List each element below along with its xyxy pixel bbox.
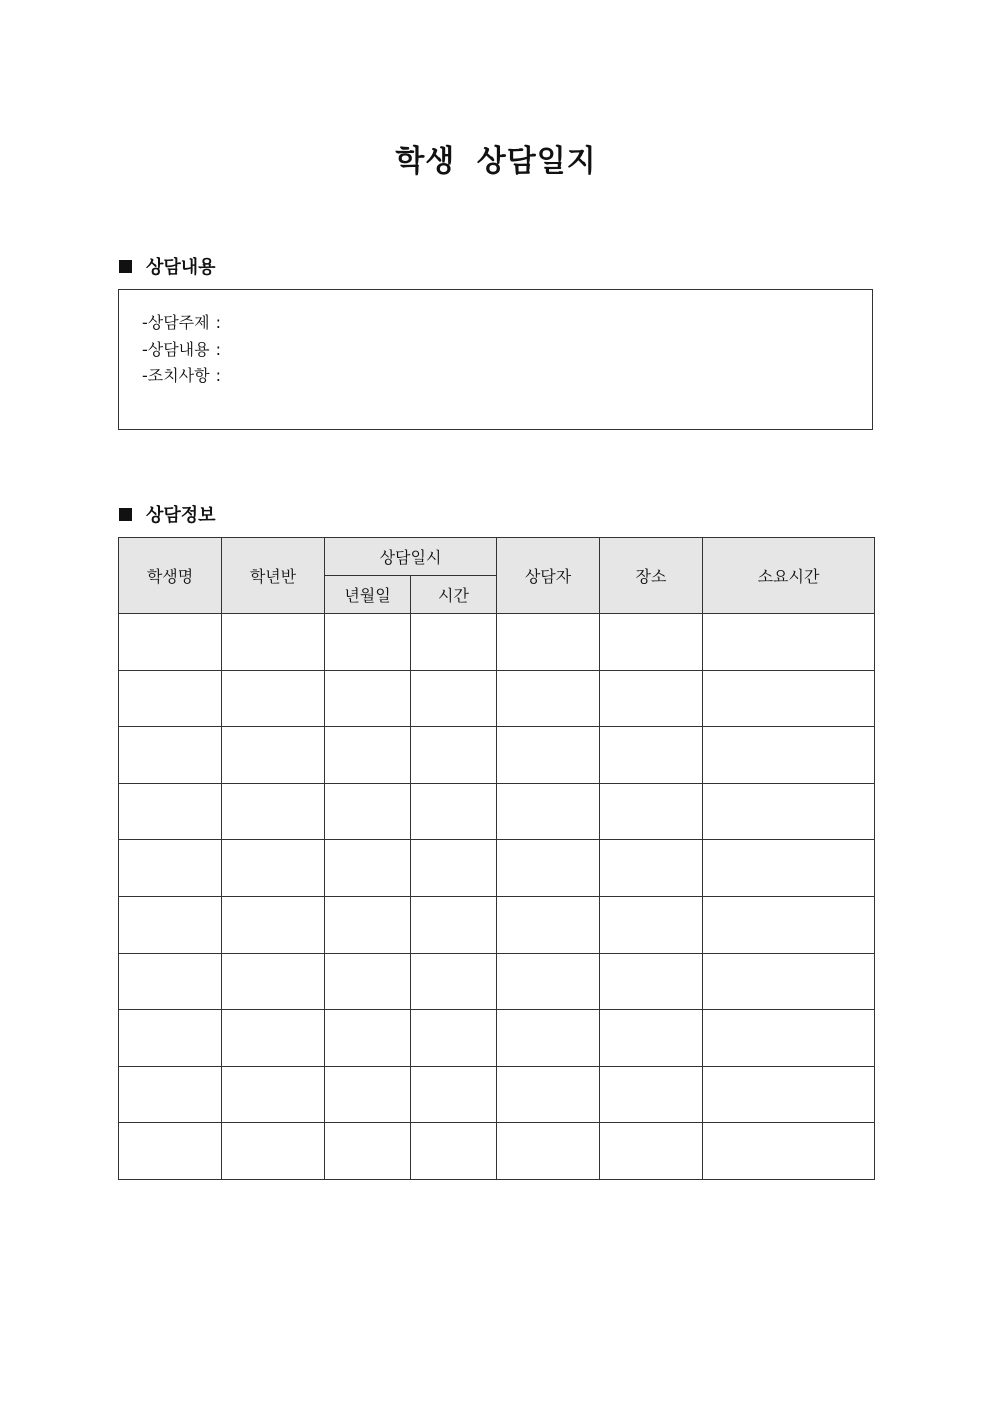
header-place: 장소 bbox=[600, 538, 703, 614]
cell-place[interactable] bbox=[600, 953, 703, 1010]
cell-time[interactable] bbox=[411, 1066, 497, 1123]
cell-duration[interactable] bbox=[703, 783, 875, 840]
header-date: 년월일 bbox=[325, 576, 411, 614]
cell-student-name[interactable] bbox=[119, 840, 222, 897]
header-student-name: 학생명 bbox=[119, 538, 222, 614]
cell-student-name[interactable] bbox=[119, 896, 222, 953]
cell-time[interactable] bbox=[411, 840, 497, 897]
section-heading-label: 상담정보 bbox=[146, 505, 216, 526]
cell-place[interactable] bbox=[600, 896, 703, 953]
cell-counselor[interactable] bbox=[497, 670, 600, 727]
cell-date[interactable] bbox=[325, 953, 411, 1010]
cell-time[interactable] bbox=[411, 1010, 497, 1067]
cell-counselor[interactable] bbox=[497, 1123, 600, 1180]
cell-student-name[interactable] bbox=[119, 614, 222, 671]
content-label: -조치사항 bbox=[142, 366, 210, 385]
cell-date[interactable] bbox=[325, 783, 411, 840]
cell-student-name[interactable] bbox=[119, 953, 222, 1010]
cell-counselor[interactable] bbox=[497, 614, 600, 671]
cell-grade-class[interactable] bbox=[222, 614, 325, 671]
cell-duration[interactable] bbox=[703, 727, 875, 784]
cell-date[interactable] bbox=[325, 1066, 411, 1123]
content-box bbox=[118, 289, 873, 430]
cell-time[interactable] bbox=[411, 1123, 497, 1180]
cell-date[interactable] bbox=[325, 1123, 411, 1180]
cell-student-name[interactable] bbox=[119, 783, 222, 840]
cell-grade-class[interactable] bbox=[222, 783, 325, 840]
cell-student-name[interactable] bbox=[119, 1010, 222, 1067]
cell-time[interactable] bbox=[411, 670, 497, 727]
cell-time[interactable] bbox=[411, 783, 497, 840]
cell-grade-class[interactable] bbox=[222, 727, 325, 784]
table-row bbox=[119, 953, 875, 1010]
content-label: -상담주제 bbox=[142, 313, 210, 332]
cell-grade-class[interactable] bbox=[222, 1010, 325, 1067]
cell-student-name[interactable] bbox=[119, 727, 222, 784]
table-row bbox=[119, 1123, 875, 1180]
cell-date[interactable] bbox=[325, 727, 411, 784]
cell-place[interactable] bbox=[600, 840, 703, 897]
cell-counselor[interactable] bbox=[497, 896, 600, 953]
cell-date[interactable] bbox=[325, 670, 411, 727]
header-counselor: 상담자 bbox=[497, 538, 600, 614]
cell-place[interactable] bbox=[600, 1066, 703, 1123]
cell-student-name[interactable] bbox=[119, 1066, 222, 1123]
cell-duration[interactable] bbox=[703, 840, 875, 897]
cell-grade-class[interactable] bbox=[222, 1066, 325, 1123]
cell-student-name[interactable] bbox=[119, 1123, 222, 1180]
content-colon: : bbox=[215, 313, 221, 332]
cell-counselor[interactable] bbox=[497, 1066, 600, 1123]
table-body bbox=[119, 614, 875, 1180]
cell-date[interactable] bbox=[325, 896, 411, 953]
cell-place[interactable] bbox=[600, 783, 703, 840]
content-line-details bbox=[142, 337, 872, 364]
cell-date[interactable] bbox=[325, 840, 411, 897]
cell-duration[interactable] bbox=[703, 1123, 875, 1180]
counseling-info-table bbox=[118, 537, 875, 1180]
content-colon: : bbox=[215, 339, 221, 359]
cell-counselor[interactable] bbox=[497, 1010, 600, 1067]
content-label: -상담내용 bbox=[142, 339, 210, 359]
table-row bbox=[119, 783, 875, 840]
content-colon: : bbox=[215, 366, 221, 385]
content-line-topic bbox=[142, 310, 872, 337]
header-grade-class: 학년반 bbox=[222, 538, 325, 614]
cell-duration[interactable] bbox=[703, 1010, 875, 1067]
table-row bbox=[119, 614, 875, 671]
cell-place[interactable] bbox=[600, 614, 703, 671]
cell-duration[interactable] bbox=[703, 896, 875, 953]
cell-grade-class[interactable] bbox=[222, 670, 325, 727]
cell-place[interactable] bbox=[600, 1123, 703, 1180]
cell-place[interactable] bbox=[600, 1010, 703, 1067]
table-row bbox=[119, 1010, 875, 1067]
cell-time[interactable] bbox=[411, 896, 497, 953]
table-row bbox=[119, 896, 875, 953]
section-heading-info bbox=[119, 501, 216, 527]
cell-time[interactable] bbox=[411, 727, 497, 784]
cell-time[interactable] bbox=[411, 953, 497, 1010]
table-row bbox=[119, 670, 875, 727]
square-bullet-icon bbox=[119, 260, 132, 273]
table-row bbox=[119, 727, 875, 784]
content-line-actions bbox=[142, 363, 872, 390]
cell-time[interactable] bbox=[411, 614, 497, 671]
cell-duration[interactable] bbox=[703, 1066, 875, 1123]
table-row bbox=[119, 1066, 875, 1123]
cell-counselor[interactable] bbox=[497, 953, 600, 1010]
cell-grade-class[interactable] bbox=[222, 953, 325, 1010]
cell-duration[interactable] bbox=[703, 670, 875, 727]
section-heading-content bbox=[119, 253, 216, 279]
cell-place[interactable] bbox=[600, 670, 703, 727]
cell-date[interactable] bbox=[325, 1010, 411, 1067]
cell-counselor[interactable] bbox=[497, 840, 600, 897]
table-row bbox=[119, 840, 875, 897]
section-heading-label: 상담내용 bbox=[146, 257, 216, 278]
header-duration: 소요시간 bbox=[703, 538, 875, 614]
cell-duration[interactable] bbox=[703, 953, 875, 1010]
cell-place[interactable] bbox=[600, 727, 703, 784]
header-datetime-group: 상담일시 bbox=[325, 538, 497, 576]
cell-grade-class[interactable] bbox=[222, 840, 325, 897]
cell-date[interactable] bbox=[325, 614, 411, 671]
cell-grade-class[interactable] bbox=[222, 1123, 325, 1180]
page-title: 학생 상담일지 bbox=[395, 144, 597, 179]
square-bullet-icon bbox=[119, 508, 132, 521]
cell-student-name[interactable] bbox=[119, 670, 222, 727]
cell-counselor[interactable] bbox=[497, 783, 600, 840]
cell-counselor[interactable] bbox=[497, 727, 600, 784]
cell-duration[interactable] bbox=[703, 614, 875, 671]
cell-grade-class[interactable] bbox=[222, 896, 325, 953]
header-time: 시간 bbox=[411, 576, 497, 614]
